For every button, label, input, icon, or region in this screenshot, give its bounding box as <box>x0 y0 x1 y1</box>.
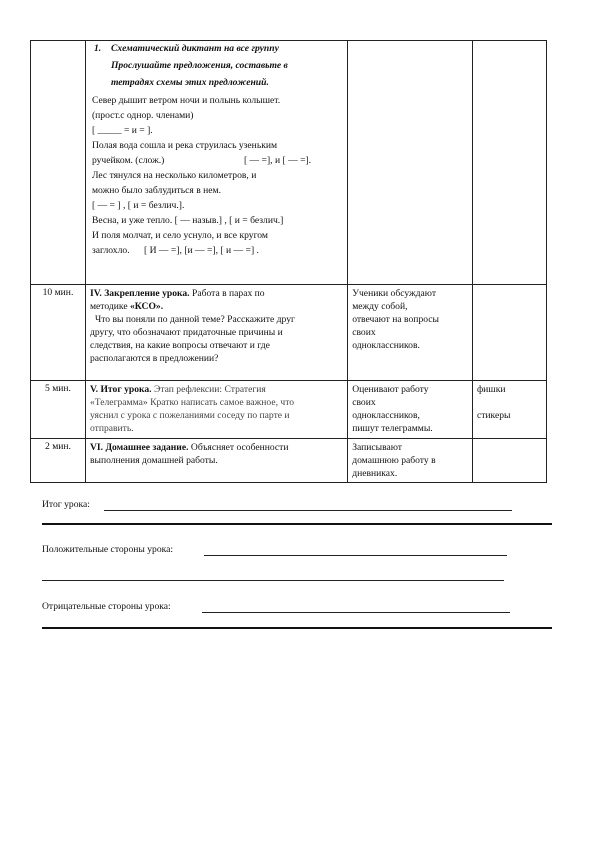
student-cell <box>348 381 473 439</box>
positive-blank-line[interactable] <box>204 555 507 556</box>
stage-number: VI. <box>89 442 104 453</box>
dictation-line: можно было заблудиться в нем. <box>91 185 221 196</box>
summary-row <box>42 499 512 513</box>
stage-method-name: «КСО». <box>130 301 164 312</box>
stage-title: Закрепление урока. <box>104 288 190 299</box>
task-heading-line2: Прослушайте предложения, составьте в <box>110 60 288 71</box>
positive-blank-line-2[interactable] <box>42 580 504 581</box>
time-cell <box>31 41 86 285</box>
resources-cell <box>472 285 546 381</box>
student-line: между собой, <box>352 301 408 312</box>
dictation-line: (прост.с однор. членами) <box>91 110 194 121</box>
table-row-dictation <box>31 41 547 285</box>
stage-body-line: уяснил с урока с пожеланиями соседу по парте и <box>89 410 290 421</box>
task-heading <box>92 43 343 55</box>
student-cell <box>348 41 473 285</box>
stage-intro: Объясняет особенности <box>190 442 289 453</box>
section-divider <box>42 523 552 525</box>
student-line: Оценивают работу <box>352 384 429 395</box>
task-heading-line1: Схематический диктант на все группу <box>110 43 279 54</box>
table-row-consolidation <box>31 285 547 381</box>
table-row-homework <box>31 439 547 483</box>
student-line: отвечают на вопросы <box>352 314 439 325</box>
resources-cell <box>472 41 546 285</box>
dictation-line: Полая вода сошла и река струилась узеньким <box>91 140 278 151</box>
dictation-line <box>92 153 343 168</box>
student-line: своих <box>352 397 376 408</box>
dictation-scheme: [ И — =], [и — =], [ и — =] . <box>144 245 259 256</box>
stage-method-line <box>90 300 343 313</box>
resources-cell <box>472 439 546 483</box>
time-cell: 2 мин. <box>31 439 86 483</box>
stage-body-line: располагаются в предложении? <box>89 353 219 364</box>
stage-title-line <box>90 441 343 454</box>
stage-method-label: методике <box>89 301 128 312</box>
stage-title-line <box>90 383 343 396</box>
activity-cell <box>85 381 347 439</box>
positive-row <box>42 544 507 558</box>
dictation-text: заглохло. <box>91 245 130 256</box>
student-line: домашнюю работу в <box>352 455 436 466</box>
stage-body-line: следствия, на какие вопросы отвечают и где <box>89 340 270 351</box>
stage-body-line: Что вы поняли по данной теме? Расскажите друг <box>94 314 295 325</box>
student-line: своих <box>352 327 376 338</box>
student-line: Ученики обсуждают <box>352 288 437 299</box>
dictation-text: ручейком. (слож.) <box>91 155 165 166</box>
student-line: пишут телеграммы. <box>352 423 433 434</box>
stage-body-line: другу, что обозначают придаточные причины и <box>89 327 283 338</box>
dictation-scheme: [ — =], и [ — =]. <box>243 155 312 166</box>
stage-intro: Этап рефлексии: Стратегия <box>153 384 266 395</box>
time-cell: 10 мин. <box>31 285 86 381</box>
dictation-line: [ — = ] , [ и = безлич.]. <box>91 200 185 211</box>
stage-title: Итог урока. <box>100 384 152 395</box>
stage-title-line <box>90 287 343 300</box>
resource-item: стикеры <box>476 410 511 421</box>
activity-cell <box>85 439 347 483</box>
dictation-line: Север дышит ветром ночи и полынь колышет. <box>91 95 281 106</box>
positive-label: Положительные стороны урока: <box>42 544 174 555</box>
dictation-line: Лес тянулся на несколько километров, и <box>91 170 257 181</box>
student-cell <box>348 439 473 483</box>
student-line: Записывают <box>352 442 402 453</box>
summary-label: Итог урока: <box>42 499 90 510</box>
task-number: 1. <box>93 43 102 54</box>
dictation-lines <box>92 93 343 258</box>
activity-cell <box>85 41 347 285</box>
resource-item: фишки <box>476 384 506 395</box>
activity-cell <box>85 285 347 381</box>
task-heading-line3: тетрадях схемы этих предложений. <box>110 77 269 88</box>
section-divider-bottom <box>42 627 552 629</box>
stage-body-line: выполнения домашней работы. <box>89 455 218 466</box>
student-line: дневниках. <box>352 468 398 479</box>
stage-title: Домашнее задание. <box>105 442 189 453</box>
student-cell <box>348 285 473 381</box>
dictation-line: И поля молчат, и село уснуло, и все кругом <box>91 230 268 241</box>
stage-number: V. <box>89 384 99 395</box>
lesson-plan-table <box>30 40 547 483</box>
table-row-summary <box>31 381 547 439</box>
stage-body-line: отправить. <box>89 423 134 434</box>
student-line: одноклассников. <box>352 340 420 351</box>
dictation-line: [ _____ = и = ]. <box>91 125 153 136</box>
stage-intro: Работа в парах по <box>191 288 265 299</box>
stage-number: IV. <box>89 288 102 299</box>
time-cell: 5 мин. <box>31 381 86 439</box>
summary-blank-line[interactable] <box>104 510 512 511</box>
dictation-line <box>92 243 343 258</box>
student-line: одноклассников, <box>352 410 420 421</box>
negative-row <box>42 601 510 615</box>
negative-label: Отрицательные стороны урока: <box>42 601 171 612</box>
resources-cell <box>472 381 546 439</box>
negative-blank-line[interactable] <box>202 612 510 613</box>
dictation-line: Весна, и уже тепло. [ — назыв.] , [ и = безлич.] <box>91 215 284 226</box>
stage-body-line: «Телеграмма» Кратко написать самое важное, что <box>89 397 295 408</box>
